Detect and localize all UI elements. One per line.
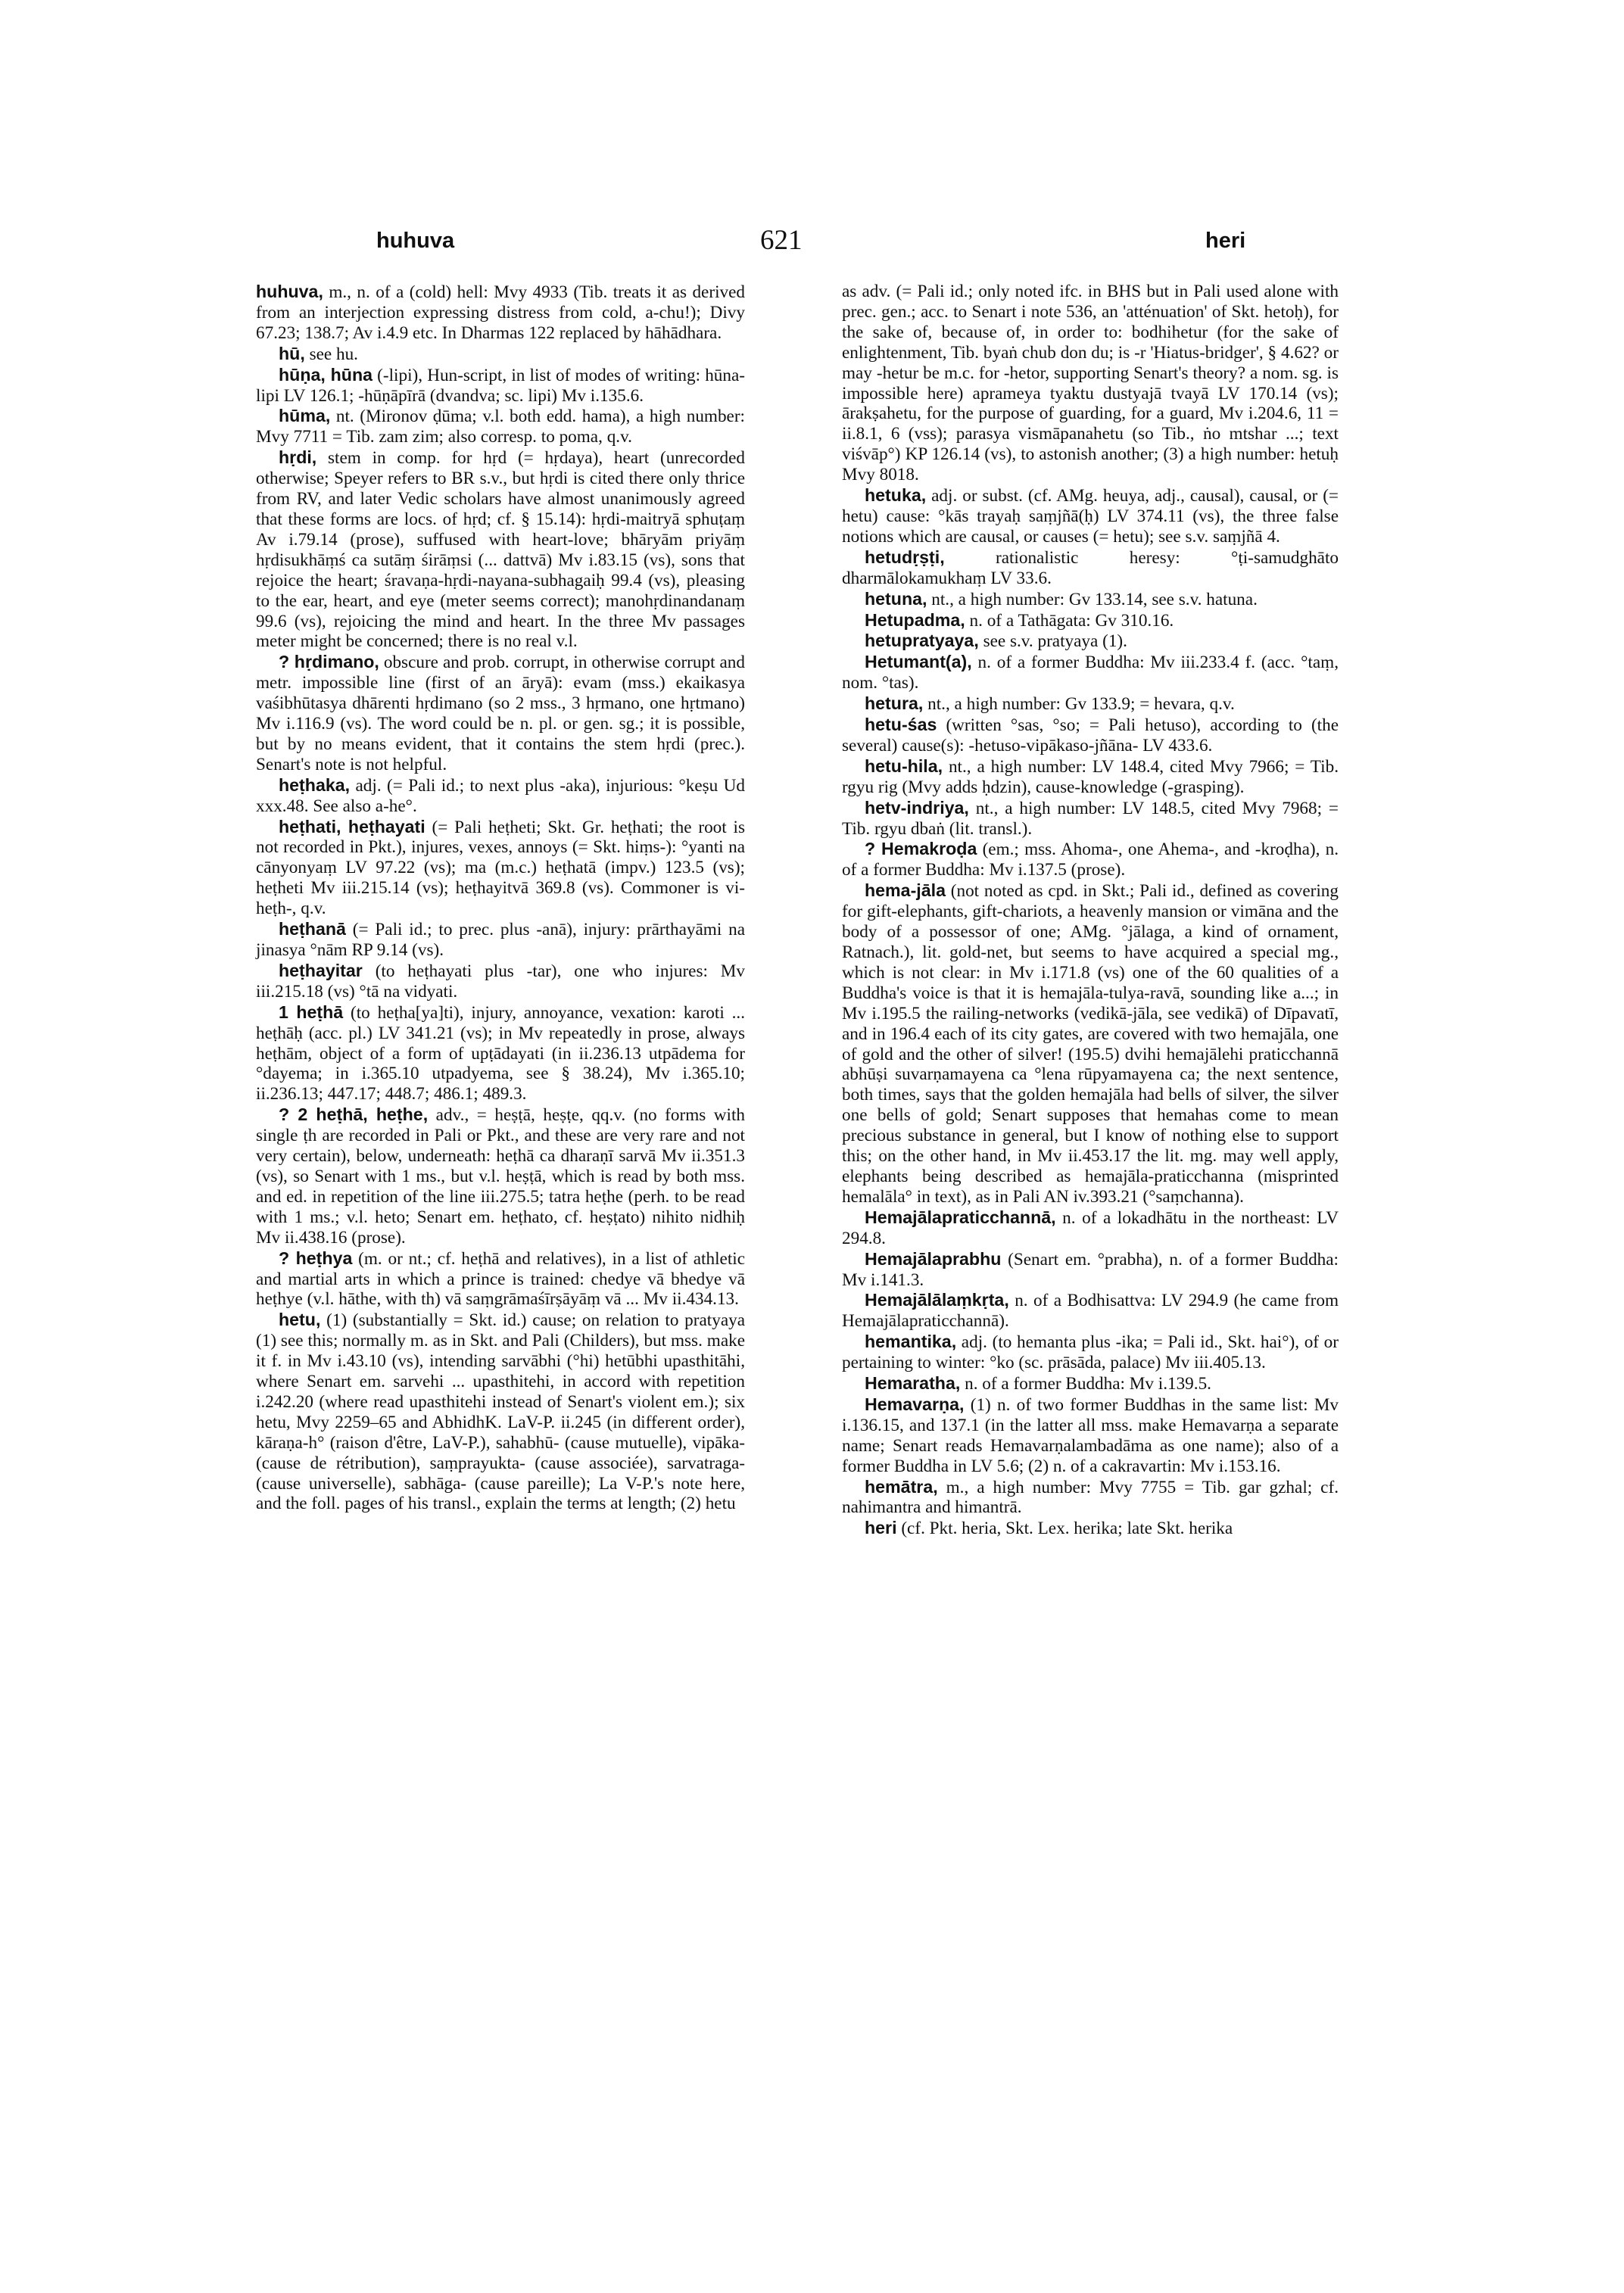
entry-headword: ? 2 heṭhā, heṭhe, <box>279 1104 429 1125</box>
entry-headword: hū, <box>279 343 305 363</box>
entry-text: (= Pali heṭheti; Skt. Gr. heṭhati; the root is not recorded in Pkt.), injures, vexes, annoys (= Skt. hiṃs-): °yanti na cānyonyaṃ LV 97.22 (vs); ma (m.c.) heṭhatā (impv.) 123.5 (vs); heṭheti Mv iii.215.14 (vs); heṭhayitvā 369.8 (vs). Commoner is vi-heṭh-, q.v. <box>256 817 745 919</box>
entry-text: (m. or nt.; cf. heṭhā and relatives), in a list of athletic and martial arts in which a prince is trained: chedye vā bhedye vā heṭhye (v.l. hāthe, with th) vā saṃgrāmaśīrṣāyāṃ vā ... Mv ii.434.13. <box>256 1248 745 1310</box>
dictionary-entry <box>256 447 745 652</box>
entry-headword: hema-jāla <box>865 880 946 901</box>
entry-headword: hemantika, <box>865 1332 957 1352</box>
dictionary-entry <box>842 839 1339 880</box>
page-number: 621 <box>760 225 803 256</box>
entry-headword: Hetupadma, <box>865 609 965 630</box>
dictionary-entry <box>842 1332 1339 1373</box>
dictionary-entry <box>842 1249 1339 1291</box>
entry-headword: hetu-śas <box>865 715 937 735</box>
entry-text: n. of a former Buddha: Mv iii.233.4 f. (acc. °taṃ, nom. °tas). <box>842 653 1339 693</box>
entry-headword: hetudṛṣṭi, <box>865 547 945 567</box>
entry-text: (1) (substantially = Skt. id.) cause; on relation to pratyaya (1) see this; normally m. as in Skt. and Pali (Childers), but mss. make it f. in Mv i.43.10 (vs), intending sarvābhi (°hi) hetūbhi upasthitāhi, where Senart em. sarvehi ... upasthitehi, in accord with repetition i.242.20 (where read upasthitehi instead of Senart's violent em.); six hetu, Mvy 2259–65 and AbhidhK. LaV-P. ii.245 (in different order), kāraṇa-h° (raison d'être, LaV-P.), sahabhū- (cause mutuelle), vipāka- (cause de rétribution), saṃprayukta- (cause associée), sarvatraga- (cause universelle), sabhāga- (cause pareille); La V-P.'s note here, and the foll. pages of his transl., explain the terms at length; (2) hetu <box>256 1310 745 1514</box>
dictionary-entry <box>256 406 745 447</box>
right-guideword: heri <box>1205 229 1246 253</box>
dictionary-entry <box>842 1477 1339 1519</box>
entry-headword: Hemajālālaṃkṛta, <box>865 1290 1009 1310</box>
dictionary-entry <box>842 1207 1339 1249</box>
dictionary-entry <box>842 610 1339 631</box>
dictionary-entry <box>256 961 745 1002</box>
entry-text: nt., a high number: LV 148.4, cited Mvy 7966; = Tib. rgyu rig (Mvy adds ḥdzin), cause-knowledge (-grasping). <box>842 756 1339 797</box>
entry-text: rationalistic heresy: °ṭi-samudghāto dharmālokamukhaṃ LV 33.6. <box>842 547 1339 588</box>
dictionary-entry <box>842 589 1339 610</box>
entry-text: adj. (= Pali id.; to next plus -aka), injurious: °keṣu Ud xxx.48. See also a-he°. <box>256 775 745 816</box>
dictionary-entry <box>842 485 1339 547</box>
entry-headword: Hemajālaprabhu <box>865 1248 1002 1269</box>
entry-headword: hetu-hila, <box>865 756 943 776</box>
entry-text: (em.; mss. Ahoma-, one Ahema-, and -kroḍha), n. of a former Buddha: Mv i.137.5 (prose). <box>842 840 1339 880</box>
entry-text: (1) n. of two former Buddhas in the same list: Mv i.136.15, and 137.1 (in the latter all mss. make Hemavarṇa a separate name; Senart reads Hemavarṇalambadāma as one name); also of a former Buddha in LV 5.6; (2) n. of a cakravartin: Mv i.153.16. <box>842 1394 1339 1476</box>
entry-headword: hetuka, <box>865 485 927 506</box>
dictionary-entry <box>842 756 1339 798</box>
entry-headword: Hemajālapraticchannā, <box>865 1207 1056 1227</box>
dictionary-entry <box>256 1248 745 1310</box>
entry-headword: hūṇa, hūna <box>279 364 373 385</box>
dictionary-entry <box>842 693 1339 715</box>
dictionary-entry <box>842 1394 1339 1477</box>
dictionary-entry <box>256 1104 745 1248</box>
entry-text: adj. (to hemanta plus -ika; = Pali id., Skt. hai°), of or pertaining to winter: °ko (sc. prāsāda, palace) Mv iii.405.13. <box>842 1332 1339 1373</box>
dictionary-entry <box>842 1518 1339 1539</box>
entry-text: see s.v. pratyaya (1). <box>978 631 1127 652</box>
entry-text: see hu. <box>304 344 358 364</box>
entry-headword: Hemaratha, <box>865 1373 961 1394</box>
dictionary-entry <box>842 1290 1339 1332</box>
entry-text: as adv. (= Pali id.; only noted ifc. in BHS but in Pali used alone with prec. gen.; acc. to Senart i note 536, an 'atténuation' of Skt. hetoḥ), for the sake of, because of, in order to: bodhihetur (for the sake of enlightenment, Tib. byaṅ chub don du; is -r 'Hiatus-bridger', § 4.62? or may -hetur be m.c. for -hetor, supporting Senart's theory? a nom. sg. is impossible here) aprameya tyaktu dustyajā tvayā LV 170.14 (vs); ārakṣahetu, for the purpose of guarding, for a guard, Mv i.204.6, 11 = ii.8.1, 6 (vss); parasya vismāpanahetu (so Tib., ṅo mtshar ...; text viśvāp°) KP 126.14 (vs), to astonish another; (3) a high number: hetuḥ Mvy 8018. <box>842 282 1339 485</box>
entry-text: nt. (Mironov ḍūma; v.l. both edd. hama), a high number: Mvy 7711 = Tib. zam zim; also corresp. to poma, q.v. <box>256 407 745 447</box>
dictionary-entry <box>256 817 745 920</box>
left-guideword: huhuva <box>376 229 455 253</box>
entry-headword: hetu, <box>279 1310 321 1330</box>
entry-text: nt., a high number: LV 148.5, cited Mvy 7968; = Tib. rgyu dbaṅ (lit. transl.). <box>842 798 1339 839</box>
entry-headword: 1 heṭhā <box>279 1002 344 1022</box>
entry-headword: hetuna, <box>865 588 927 609</box>
left-column <box>256 282 745 1514</box>
dictionary-entry <box>256 365 745 407</box>
entry-headword: huhuva, <box>256 282 323 301</box>
entry-text: n. of a Tathāgata: Gv 310.16. <box>965 610 1174 631</box>
entry-text: nt., a high number: Gv 133.14, see s.v. hatuna. <box>927 589 1258 609</box>
entry-text: adv., = heṣṭā, heṣṭe, qq.v. (no forms with single ṭh are recorded in Pali or Pkt., and these are very rare and not very certain), below, underneath: heṭhā ca dharaṇī sarvā Mv ii.351.3 (vs), so Senart with 1 ms., but v.l. heṣṭā, which is read by both mss. and ed. in repetition of the line iii.275.5; tatra heṭhe (perh. to be read with 1 ms.; v.l. heto; Senart em. heṭhato, cf. heṣṭato) nihito nidhiḥ Mv ii.438.16 (prose). <box>256 1105 746 1248</box>
dictionary-entry <box>256 652 745 774</box>
entry-headword: heṭhaka, <box>279 774 351 795</box>
entry-text: obscure and prob. corrupt, in otherwise corrupt and metr. impossible line (first of an āryā): evam (mss.) ekaikasya vaśibhūtasya dhārenti hṛdimano (so 2 mss., 3 hṛmano, one hṛtmano) Mv i.116.9 (vs). The word could be n. pl. or gen. sg.; it is possible, but by no means evident, that it contains the stem hṛdi (prec.). Senart's note is not helpful. <box>256 653 745 774</box>
dictionary-entry <box>256 282 745 344</box>
entry-text: n. of a lokadhātu in the northeast: LV 294.8. <box>842 1207 1339 1248</box>
entry-text: stem in comp. for hṛd (= hṛdaya), heart (unrecorded otherwise; Speyer refers to BR s.v., but hṛdi is cited there only thrice from RV, and later Vedic scholars have almost unanimously agreed that these forms are locs. of hṛd; cf. § 15.14): hṛdi-maitryā sphuṭaṃ Av i.79.14 (prose), suffused with heart-love; bhāryām priyāṃ hṛdisukhāṃś ca sutāṃ śirāṃsi (... dattvā) Mv i.83.15 (vs), sons that rejoice the heart; śravaṇa-hṛdi-nayana-subhagaiḥ 99.4 (vs), pleasing to the ear, heart, and eye (meter seems correct); manohṛdinandanaṃ 99.6 (vs), rejoicing the mind and heart. In the three Mv passages meter might be concerned; there is no real v.l. <box>256 448 745 652</box>
entry-text: (not noted as cpd. in Skt.; Pali id., defined as covering for gift-elephants, gift-chariots, a heavenly mansion or vimāna and the body of a possessor of one; AMg. °jālaga, a kind of ornament, Ratnach.), lit. gold-net, but seems to have acquired a special mg., which is not clear: in Mv i.171.8 (vs) one of the 60 qualities of a Buddha's voice is that it is hemajāla-tulya-ravā, sounding like a...; in Mv i.195.5 the railing-networks (vedikā-jāla, see vedikā) of Dīpavatī, and in 196.4 each of its city gates, are covered with two hemajāla, one of gold and the other of silver! (195.5) dvihi hemajālehi praticchannā abhūṣi suvarṇamayena ca °lena rūpyamayena ca; the next sentence, both times, says that the golden hemajāla had bells of silver, the silver one bells of gold; Senart supposes that hemahas come to mean precious substance in general, but I know of nothing else to support this; on the other hand, in Mv ii.453.17 the lit. mg. may well apply, elephants being described as hemajāla-praticchanna (misprinted hemalāla° in text), as in Pali AN iv.393.21 (°saṃchanna). <box>842 881 1339 1207</box>
dictionary-entry <box>842 547 1339 589</box>
entry-text: m., a high number: Mvy 7755 = Tib. gar gzhal; cf. nahimantra and himantrā. <box>842 1477 1339 1518</box>
entry-headword: hetv-indriya, <box>865 797 969 818</box>
dictionary-entry <box>842 798 1339 840</box>
entry-text: n. of a Bodhisattva: LV 294.9 (he came from Hemajālapraticchannā). <box>842 1291 1339 1332</box>
entry-headword: hūma, <box>279 406 331 426</box>
entry-text: (Senart em. °prabha), n. of a former Buddha: Mv i.141.3. <box>842 1249 1339 1290</box>
dictionary-entry <box>256 1002 745 1105</box>
entry-headword: hṛdi, <box>279 447 317 468</box>
dictionary-entry <box>256 1310 745 1514</box>
dictionary-entry <box>842 282 1339 485</box>
entry-headword: hemātra, <box>865 1476 938 1497</box>
entry-headword: ? hṛdimano, <box>279 652 379 672</box>
entry-headword: hetura, <box>865 693 924 714</box>
entry-headword: ? Hemakroḍa <box>865 839 977 859</box>
entry-text: (cf. Pkt. heria, Skt. Lex. herika; late Skt. herika <box>896 1519 1233 1539</box>
entry-headword: hetupratyaya, <box>865 631 979 651</box>
dictionary-entry <box>842 631 1339 652</box>
dictionary-entry <box>842 652 1339 693</box>
entry-text: adj. or subst. (cf. AMg. heuya, adj., causal), causal, or (= hetu) cause: °kās trayaḥ saṃjñā(ḥ) LV 374.11 (vs), the three false notions which are causal, or causes (= hetu); see s.v. saṃjñā 4. <box>842 486 1339 547</box>
right-column <box>842 282 1339 1539</box>
entry-text: (to heṭha[ya]ti), injury, annoyance, vexation: karoti ... heṭhāḥ (acc. pl.) LV 341.21 (vs); in Mv repeatedly in prose, always heṭhām, object of a form of upṭādayati (in ii.236.13 utpādema for °dayema; in i.365.10 utpadyema, see § 38.24), Mv i.365.10; ii.236.13; 447.17; 448.7; 486.1; 489.3. <box>256 1002 745 1104</box>
entry-headword: heri <box>865 1518 897 1538</box>
entry-text: nt., a high number: Gv 133.9; = hevara, q.v. <box>923 694 1235 715</box>
entry-text: (to heṭhayati plus -tar), one who injures: Mv iii.215.18 (vs) °tā na vidyati. <box>256 961 745 1002</box>
dictionary-entry <box>842 715 1339 756</box>
running-header <box>0 225 1624 266</box>
entry-text: n. of a former Buddha: Mv i.139.5. <box>960 1374 1211 1394</box>
dictionary-entry <box>842 1373 1339 1394</box>
entry-headword: heṭhati, heṭhayati <box>279 816 425 837</box>
entry-headword: Hemavarṇa, <box>865 1394 965 1414</box>
dictionary-entry <box>842 880 1339 1207</box>
entry-headword: heṭhanā <box>279 919 346 939</box>
dictionary-entry <box>256 919 745 961</box>
entry-text: (written °sas, °so; = Pali hetuso), according to (the several) cause(s): -hetuso-vipākaso-jñāna- LV 433.6. <box>842 715 1339 756</box>
dictionary-entry <box>256 344 745 365</box>
entry-headword: heṭhayitar <box>279 960 363 980</box>
entry-headword: Hetumant(a), <box>865 652 972 672</box>
entry-headword: ? heṭhya <box>279 1248 353 1268</box>
dictionary-entry <box>256 775 745 817</box>
entry-text: (-lipi), Hun-script, in list of modes of writing: hūna-lipi LV 126.1; -hūṇāpīrā (dvandva; sc. lipi) Mv i.135.6. <box>256 365 745 406</box>
entry-text: (= Pali id.; to prec. plus -anā), injury: prārthayāmi na jinasya °nām RP 9.14 (vs). <box>256 920 745 960</box>
entry-text: m., n. of a (cold) hell: Mvy 4933 (Tib. treats it as derived from an interjection expressing distress from cold, a-chu!); Divy 67.23; 138.7; Av i.4.9 etc. In Dharmas 122 replaced by hāhādhara. <box>256 282 745 343</box>
